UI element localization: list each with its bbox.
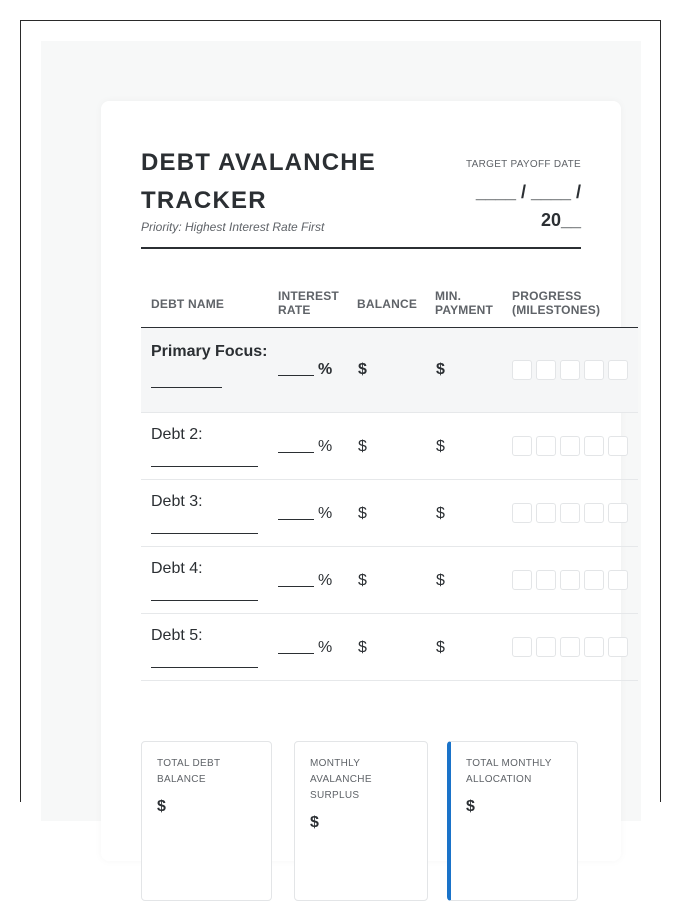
debt-name-field[interactable] xyxy=(151,627,258,668)
milestone-checkbox[interactable] xyxy=(560,570,580,590)
milestone-checkbox[interactable] xyxy=(584,503,604,523)
summary-label: MONTHLY AVALANCHE SURPLUS xyxy=(310,758,372,801)
summary-value[interactable]: $ xyxy=(310,814,319,831)
milestone-checkbox[interactable] xyxy=(536,503,556,523)
debt-name-blank xyxy=(151,667,258,668)
milestone-checkbox[interactable] xyxy=(560,360,580,380)
min-payment-field[interactable]: $ xyxy=(436,639,445,656)
table-row xyxy=(141,480,638,547)
milestone-checkbox[interactable] xyxy=(584,436,604,456)
table-header xyxy=(141,277,638,328)
summary-label: TOTAL MONTHLY ALLOCATION xyxy=(466,758,552,785)
interest-rate-blank xyxy=(278,452,314,453)
milestone-checkbox[interactable] xyxy=(536,637,556,657)
milestone-checkbox[interactable] xyxy=(608,360,628,380)
summary-total-monthly-allocation xyxy=(447,741,578,901)
column-header-progress: PROGRESS (MILESTONES) xyxy=(512,289,601,317)
summary-monthly-avalanche-surplus xyxy=(294,741,428,901)
percent-sign: % xyxy=(318,639,333,656)
percent-sign: % xyxy=(318,572,333,589)
header-divider xyxy=(141,247,581,249)
column-header-debt-name: DEBT NAME xyxy=(151,297,225,311)
table-body xyxy=(141,328,638,681)
debt-table xyxy=(141,277,638,681)
tracker-card xyxy=(101,101,621,861)
table-row xyxy=(141,328,638,413)
milestone-checkbox[interactable] xyxy=(608,503,628,523)
debt-name-blank xyxy=(151,387,222,388)
balance-field[interactable]: $ xyxy=(358,505,367,522)
milestone-checkbox[interactable] xyxy=(584,360,604,380)
milestone-checkbox[interactable] xyxy=(608,436,628,456)
debt-name-field[interactable] xyxy=(151,426,258,467)
debt-name-blank xyxy=(151,466,258,467)
column-header-min-payment: MIN. PAYMENT xyxy=(435,289,494,317)
target-payoff-date xyxy=(461,159,581,234)
interest-rate-field[interactable] xyxy=(278,572,332,590)
target-payoff-field[interactable]: ____ / ____ / 20__ xyxy=(475,182,581,230)
milestone-checkboxes xyxy=(512,570,628,590)
summary-label: TOTAL DEBT BALANCE xyxy=(157,758,221,785)
table-row xyxy=(141,547,638,614)
page-title: DEBT AVALANCHE TRACKER xyxy=(141,149,377,214)
min-payment-field[interactable]: $ xyxy=(436,361,445,378)
milestone-checkbox[interactable] xyxy=(560,436,580,456)
milestone-checkbox[interactable] xyxy=(584,570,604,590)
interest-rate-blank xyxy=(278,653,314,654)
milestone-checkbox[interactable] xyxy=(536,570,556,590)
summary-total-debt-balance xyxy=(141,741,272,901)
min-payment-field[interactable]: $ xyxy=(436,505,445,522)
target-payoff-label: TARGET PAYOFF DATE xyxy=(465,159,581,170)
milestone-checkbox[interactable] xyxy=(608,637,628,657)
milestone-checkbox[interactable] xyxy=(512,360,532,380)
debt-name-label: Debt 4: xyxy=(151,560,203,577)
debt-name-field[interactable] xyxy=(151,560,258,601)
milestone-checkbox[interactable] xyxy=(584,637,604,657)
milestone-checkbox[interactable] xyxy=(512,503,532,523)
interest-rate-field[interactable] xyxy=(278,361,332,379)
min-payment-field[interactable]: $ xyxy=(436,572,445,589)
milestone-checkboxes xyxy=(512,436,628,456)
milestone-checkbox[interactable] xyxy=(560,503,580,523)
interest-rate-blank xyxy=(278,586,314,587)
page-frame xyxy=(20,20,661,831)
debt-name-field[interactable] xyxy=(151,493,258,534)
interest-rate-blank xyxy=(278,375,314,376)
debt-name-blank xyxy=(151,600,258,601)
table-row xyxy=(141,614,638,681)
summary-value[interactable]: $ xyxy=(466,798,475,815)
percent-sign: % xyxy=(318,438,333,455)
balance-field[interactable]: $ xyxy=(358,361,367,378)
page-background xyxy=(41,41,641,831)
milestone-checkbox[interactable] xyxy=(608,570,628,590)
interest-rate-field[interactable] xyxy=(278,505,332,523)
milestone-checkboxes xyxy=(512,360,628,380)
milestone-checkbox[interactable] xyxy=(512,570,532,590)
debt-name-field[interactable] xyxy=(151,343,267,388)
milestone-checkboxes xyxy=(512,503,628,523)
page-subtitle: Priority: Highest Interest Rate First xyxy=(141,220,325,234)
column-header-interest-rate: INTEREST RATE xyxy=(278,289,339,317)
interest-rate-blank xyxy=(278,519,314,520)
debt-name-label: Debt 3: xyxy=(151,493,203,510)
milestone-checkbox[interactable] xyxy=(560,637,580,657)
debt-name-label: Primary Focus: xyxy=(151,343,268,360)
interest-rate-field[interactable] xyxy=(278,639,332,657)
debt-name-label: Debt 2: xyxy=(151,426,203,443)
milestone-checkbox[interactable] xyxy=(512,436,532,456)
balance-field[interactable]: $ xyxy=(358,572,367,589)
milestone-checkboxes xyxy=(512,637,628,657)
percent-sign: % xyxy=(318,505,333,522)
debt-name-blank xyxy=(151,533,258,534)
debt-name-label: Debt 5: xyxy=(151,627,203,644)
percent-sign: % xyxy=(318,361,333,378)
column-header-balance: BALANCE xyxy=(357,297,418,311)
summary-value[interactable]: $ xyxy=(157,798,166,815)
milestone-checkbox[interactable] xyxy=(512,637,532,657)
milestone-checkbox[interactable] xyxy=(536,436,556,456)
table-row xyxy=(141,413,638,480)
balance-field[interactable]: $ xyxy=(358,438,367,455)
milestone-checkbox[interactable] xyxy=(536,360,556,380)
min-payment-field[interactable]: $ xyxy=(436,438,445,455)
interest-rate-field[interactable] xyxy=(278,438,332,456)
balance-field[interactable]: $ xyxy=(358,639,367,656)
